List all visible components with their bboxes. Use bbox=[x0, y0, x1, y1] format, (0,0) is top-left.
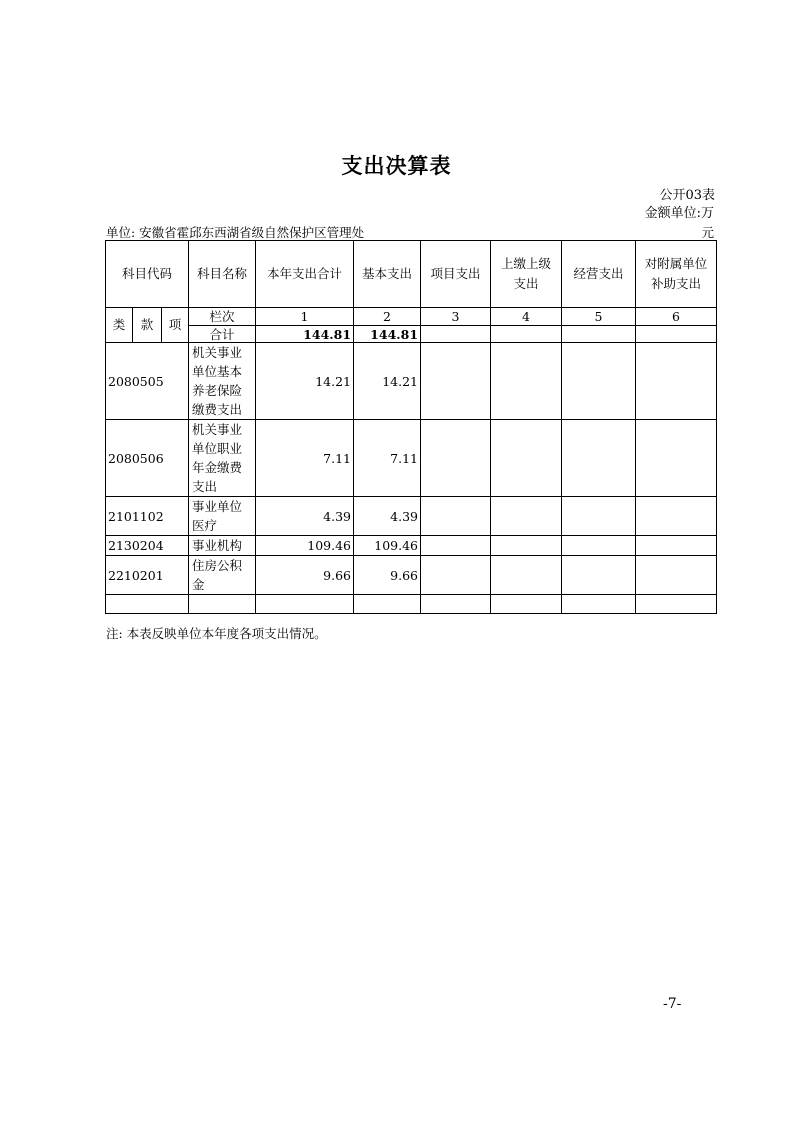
row-total: 109.46 bbox=[256, 536, 354, 556]
row-basic: 7.11 bbox=[354, 420, 421, 497]
row-total: 4.39 bbox=[256, 497, 354, 536]
table-row bbox=[106, 343, 717, 420]
header-kuan: 款 bbox=[133, 308, 162, 343]
table-row bbox=[106, 420, 717, 497]
table-note: 注: 本表反映单位本年度各项支出情况。 bbox=[106, 626, 327, 641]
total-basic: 144.81 bbox=[354, 326, 421, 343]
row-total: 9.66 bbox=[256, 556, 354, 595]
page-number: -7- bbox=[663, 996, 682, 1012]
row-basic: 9.66 bbox=[354, 556, 421, 595]
header-project: 项目支出 bbox=[421, 241, 491, 308]
table-row bbox=[106, 536, 717, 556]
header-lei: 类 bbox=[106, 308, 133, 343]
column-index-3: 3 bbox=[421, 308, 491, 326]
row-basic: 14.21 bbox=[354, 343, 421, 420]
row-basic: 109.46 bbox=[354, 536, 421, 556]
header-upper-line-2: 支出 bbox=[513, 276, 539, 291]
column-index-row bbox=[106, 308, 717, 326]
row-name: 事业机构 bbox=[189, 536, 256, 556]
row-name: 事业单位 医疗 bbox=[189, 497, 256, 536]
column-index-1: 1 bbox=[256, 308, 354, 326]
row-name: 机关事业 单位基本 养老保险 缴费支出 bbox=[189, 343, 256, 420]
column-index-2: 2 bbox=[354, 308, 421, 326]
header-code: 科目代码 bbox=[106, 241, 189, 308]
header-upper bbox=[491, 241, 562, 308]
header-row bbox=[106, 241, 717, 308]
table-row bbox=[106, 497, 717, 536]
organization-name: 单位: 安徽省霍邱东西湖省级自然保护区管理处 bbox=[106, 225, 365, 240]
header-business: 经营支出 bbox=[562, 241, 636, 308]
row-total: 7.11 bbox=[256, 420, 354, 497]
row-code: 2101102 bbox=[106, 497, 189, 536]
header-basic: 基本支出 bbox=[354, 241, 421, 308]
expenditure-table bbox=[105, 240, 717, 614]
header-upper-line-1: 上缴上级 bbox=[501, 256, 552, 271]
row-code: 2130204 bbox=[106, 536, 189, 556]
header-total: 本年支出合计 bbox=[256, 241, 354, 308]
amount-unit-line-2: 元 bbox=[701, 225, 714, 240]
row-name: 机关事业 单位职业 年金缴费 支出 bbox=[189, 420, 256, 497]
header-xiang: 项 bbox=[162, 308, 189, 343]
header-subsidy bbox=[636, 241, 717, 308]
header-subsidy-line-1: 对附属单位 bbox=[644, 256, 708, 271]
total-label: 合计 bbox=[189, 326, 256, 343]
form-number: 公开03表 bbox=[659, 188, 715, 203]
page-title: 支出决算表 bbox=[341, 154, 452, 178]
header-lanci: 栏次 bbox=[189, 308, 256, 326]
amount-unit bbox=[594, 204, 714, 224]
row-code: 2210201 bbox=[106, 556, 189, 595]
empty-row bbox=[106, 595, 717, 614]
column-index-5: 5 bbox=[562, 308, 636, 326]
row-name: 住房公积 金 bbox=[189, 556, 256, 595]
column-index-6: 6 bbox=[636, 308, 717, 326]
row-basic: 4.39 bbox=[354, 497, 421, 536]
header-subsidy-line-2: 补助支出 bbox=[651, 276, 702, 291]
row-code: 2080506 bbox=[106, 420, 189, 497]
amount-unit-line-1: 金额单位:万 bbox=[644, 206, 714, 221]
total-amount: 144.81 bbox=[256, 326, 354, 343]
total-row bbox=[106, 326, 717, 343]
table-row bbox=[106, 556, 717, 595]
row-code: 2080505 bbox=[106, 343, 189, 420]
header-name: 科目名称 bbox=[189, 241, 256, 308]
column-index-4: 4 bbox=[491, 308, 562, 326]
row-total: 14.21 bbox=[256, 343, 354, 420]
